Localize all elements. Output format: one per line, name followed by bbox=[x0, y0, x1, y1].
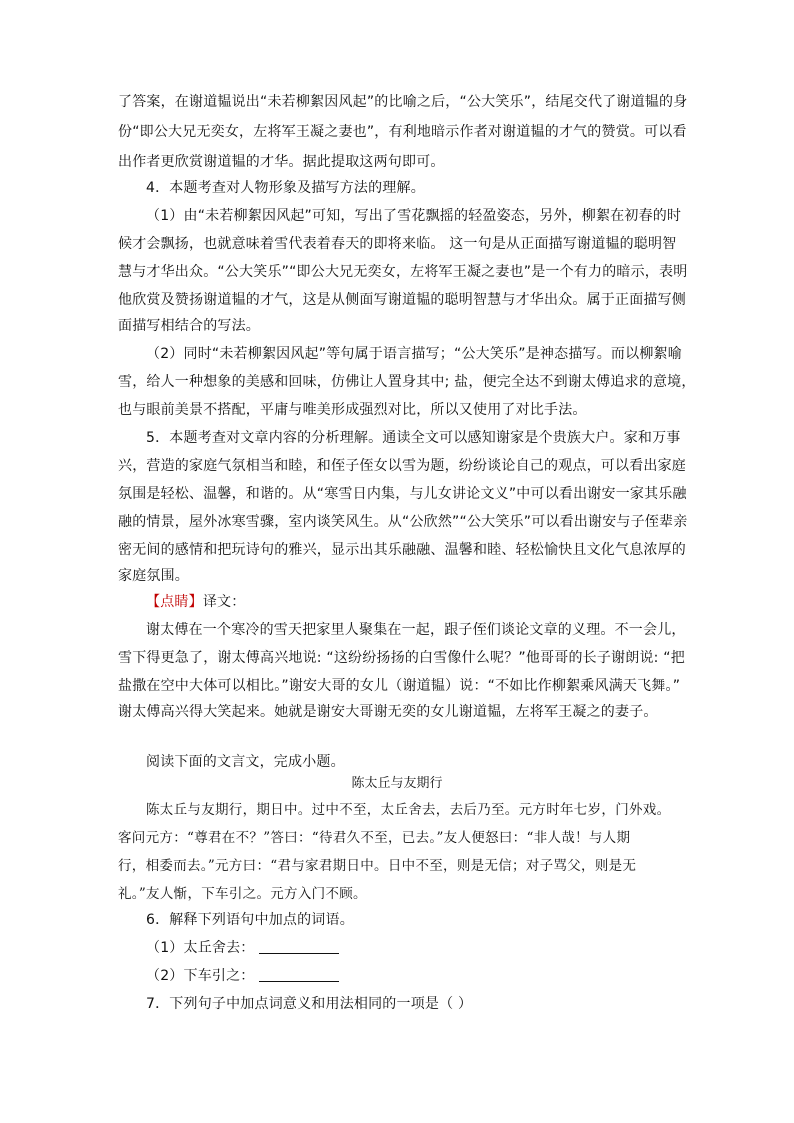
answer5-line-5: 密无间的感情和把玩诗句的雅兴，显示出其乐融融、温馨和睦、轻松愉快且文化气息浓厚的 bbox=[118, 542, 686, 558]
translation-line-3: 盐撒在空中大体可以相比。”谢安大哥的女儿（谢道韫）说：“不如比作柳絮乘风满天飞舞。” bbox=[118, 678, 681, 694]
answer4-p2-line-1: （2）同时“未若柳絮因风起”等句属于语言描写；“公大笑乐”是神态描写。而以柳絮喻 bbox=[146, 346, 682, 362]
answer4-p1-line-4: 他欣赏及赞扬谢道韫的才气，这是从侧面写谢道韫的聪明智慧与才华出众。属于正面描写侧 bbox=[118, 292, 686, 308]
answer5-line-1: 5．本题考查对文章内容的分析理解。通读全文可以感知谢家是个贵族大户。家和万事 bbox=[146, 430, 681, 446]
answer5-line-4: 融的情景，屋外冰寒雪骤，室内谈笑风生。从“公欣然”“公大笑乐”可以看出谢安与子侄辈亲 bbox=[118, 514, 688, 530]
dianjing-tag: 【点睛】 bbox=[146, 594, 203, 610]
dianjing-label: 译文： bbox=[202, 594, 246, 610]
question-6-item-1-text: （1）太丘舍去： bbox=[146, 940, 255, 956]
question-6-item-2 bbox=[146, 966, 339, 986]
answer-blank[interactable] bbox=[259, 967, 339, 982]
answer5-line-3: 氛围是轻松、温馨，和谐的。从“寒雪日内集，与儿女讲论文义”中可以看出谢安一家其乐融 bbox=[118, 486, 687, 502]
translation-line-1: 谢太傅在一个寒冷的雪天把家里人聚集在一起，跟子侄们谈论文章的义理。不一会儿， bbox=[146, 622, 686, 638]
answer4-p1-line-5: 面描写相结合的写法。 bbox=[118, 318, 260, 334]
answer-blank[interactable] bbox=[259, 939, 339, 954]
translation-line-4: 谢太傅高兴得大笑起来。她就是谢安大哥谢无奕的女儿谢道韫，左将军王凝之的妻子。 bbox=[118, 704, 658, 720]
answer4-p1-line-3: 慧与才华出众。“公大笑乐”“即公大兄无奕女，左将军王凝之妻也”是一个有力的暗示，表明 bbox=[118, 264, 688, 280]
passage-line-3: 行，相委而去。”元方曰：“君与家君期日中。日中不至，则是无信；对子骂父，则是无 bbox=[118, 858, 637, 874]
answer5-line-2: 兴，营造的家庭气氛相当和睦，和侄子侄女以雪为题，纷纷谈论自己的观点，可以看出家庭 bbox=[118, 458, 686, 474]
passage-line-1: 陈太丘与友期行，期日中。过中不至，太丘舍去，去后乃至。元方时年七岁，门外戏。 bbox=[146, 802, 671, 818]
question-6-item-2-text: （2）下车引之： bbox=[146, 968, 255, 984]
answer4-p1-line-2: 候才会飘扬，也就意味着雪代表着春天的即将来临。 这一句是从正面描写谢道韫的聪明智 bbox=[118, 236, 677, 252]
answer3-line-3: 出作者更欣赏谢道韫的才华。据此提取这两句即可。 bbox=[118, 154, 445, 170]
question-6: 6．解释下列语句中加点的词语。 bbox=[146, 912, 354, 928]
reading-intro: 阅读下面的文言文，完成小题。 bbox=[146, 754, 345, 770]
answer3-line-2: 份“即公大兄无奕女，左将军王凝之妻也”，有利地暗示作者对谢道韫的才气的赞赏。可以看 bbox=[118, 124, 687, 140]
answer4-p2-line-2: 雪，给人一种想象的美感和回味，仿佛让人置身其中; 盐，便完全达不到谢太傅追求的意境， bbox=[118, 374, 696, 390]
question-7: 7．下列句子中加点词意义和用法相同的一项是（ ） bbox=[146, 996, 473, 1012]
dianjing-heading bbox=[146, 592, 245, 612]
question-6-item-1 bbox=[146, 938, 339, 958]
translation-line-2: 雪下得更急了，谢太傅高兴地说: “这纷纷扬扬的白雪像什么呢？”他哥哥的长子谢朗说: “把 bbox=[118, 650, 685, 666]
passage-title: 陈太丘与友期行 bbox=[351, 776, 443, 791]
answer3-line-1: 了答案，在谢道韫说出“未若柳絮因风起”的比喻之后，“公大笑乐”，结尾交代了谢道韫的身 bbox=[118, 94, 688, 110]
answer4-title: 4．本题考查对人物形象及描写方法的理解。 bbox=[146, 180, 425, 196]
answer4-p1-line-1: （1）由“未若柳絮因风起”可知，写出了雪花飘摇的轻盈姿态，另外，柳絮在初春的时 bbox=[146, 208, 682, 224]
passage-line-2: 客问元方：“尊君在不？”答曰：“待君久不至，已去。”友人便怒曰：“非人哉！与人期 bbox=[118, 830, 631, 846]
passage-line-4: 礼。”友人惭，下车引之。元方入门不顾。 bbox=[118, 886, 367, 902]
answer5-line-6: 家庭氛围。 bbox=[118, 568, 189, 584]
answer4-p2-line-3: 也与眼前美景不搭配，平庸与唯美形成强烈对比，所以又使用了对比手法。 bbox=[118, 402, 587, 418]
